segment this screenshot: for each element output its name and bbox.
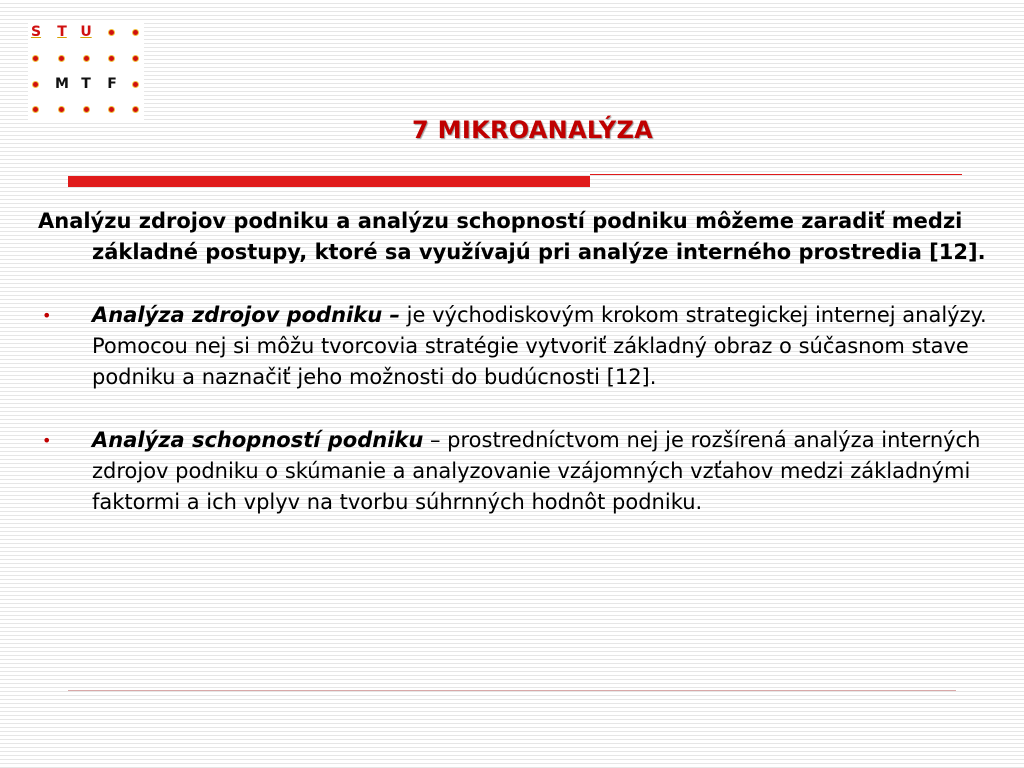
logo-dot <box>133 82 138 87</box>
slide-title: 7 MIKROANALÝZA <box>412 116 654 144</box>
logo-dot <box>33 107 38 112</box>
logo-dot <box>59 56 64 61</box>
bullet-term: Analýza schopností podniku <box>92 428 424 452</box>
logo-dot <box>133 107 138 112</box>
bullet-text: je východiskovým krokom strategickej internej analýzy. Pomocou nej si môžu tvorcovia stratégie vytvoriť základný obraz o súčasnom stave podniku a naznačiť jeho možnosti do budúcnosti [12]. <box>92 303 987 389</box>
logo-letter-t2: T <box>81 76 91 92</box>
logo-dot <box>109 30 114 35</box>
bullet-item <box>38 425 990 518</box>
bullet-item <box>38 300 990 393</box>
logo-dot <box>109 107 114 112</box>
footer-rule <box>68 690 956 691</box>
intro-paragraph: Analýzu zdrojov podniku a analýzu schopností podniku môžeme zaradiť medzi základné postupy, ktoré sa využívajú pri analýze interného prostredia [12]. <box>38 209 986 264</box>
logo-dot <box>84 56 89 61</box>
logo-dot <box>33 56 38 61</box>
logo-letter-f: F <box>107 76 117 92</box>
logo-dot <box>133 56 138 61</box>
bullet-term: Analýza zdrojov podniku – <box>92 303 400 327</box>
bullet-icon: • <box>42 431 52 450</box>
logo-dot <box>33 82 38 87</box>
logo-letter-s: S <box>30 24 42 40</box>
logo-dot <box>84 107 89 112</box>
logo-dot <box>109 56 114 61</box>
title-rule-thick <box>68 176 590 187</box>
title-rule-thin <box>590 174 962 175</box>
logo-letter-m: M <box>55 76 69 92</box>
slide-content <box>38 206 990 518</box>
stu-mtf-logo <box>28 20 144 120</box>
bullet-text: – prostredníctvom nej je rozšírená analýza interných zdrojov podniku o skúmanie a analyzovanie vzájomných vzťahov medzi základnými faktormi a ich vplyv na tvorbu súhrnných hodnôt podniku. <box>92 428 981 514</box>
logo-letter-u: U <box>80 24 92 40</box>
logo-dot <box>59 107 64 112</box>
bullet-icon: • <box>42 306 52 325</box>
logo-letter-t: T <box>57 24 67 40</box>
logo-dot <box>133 30 138 35</box>
